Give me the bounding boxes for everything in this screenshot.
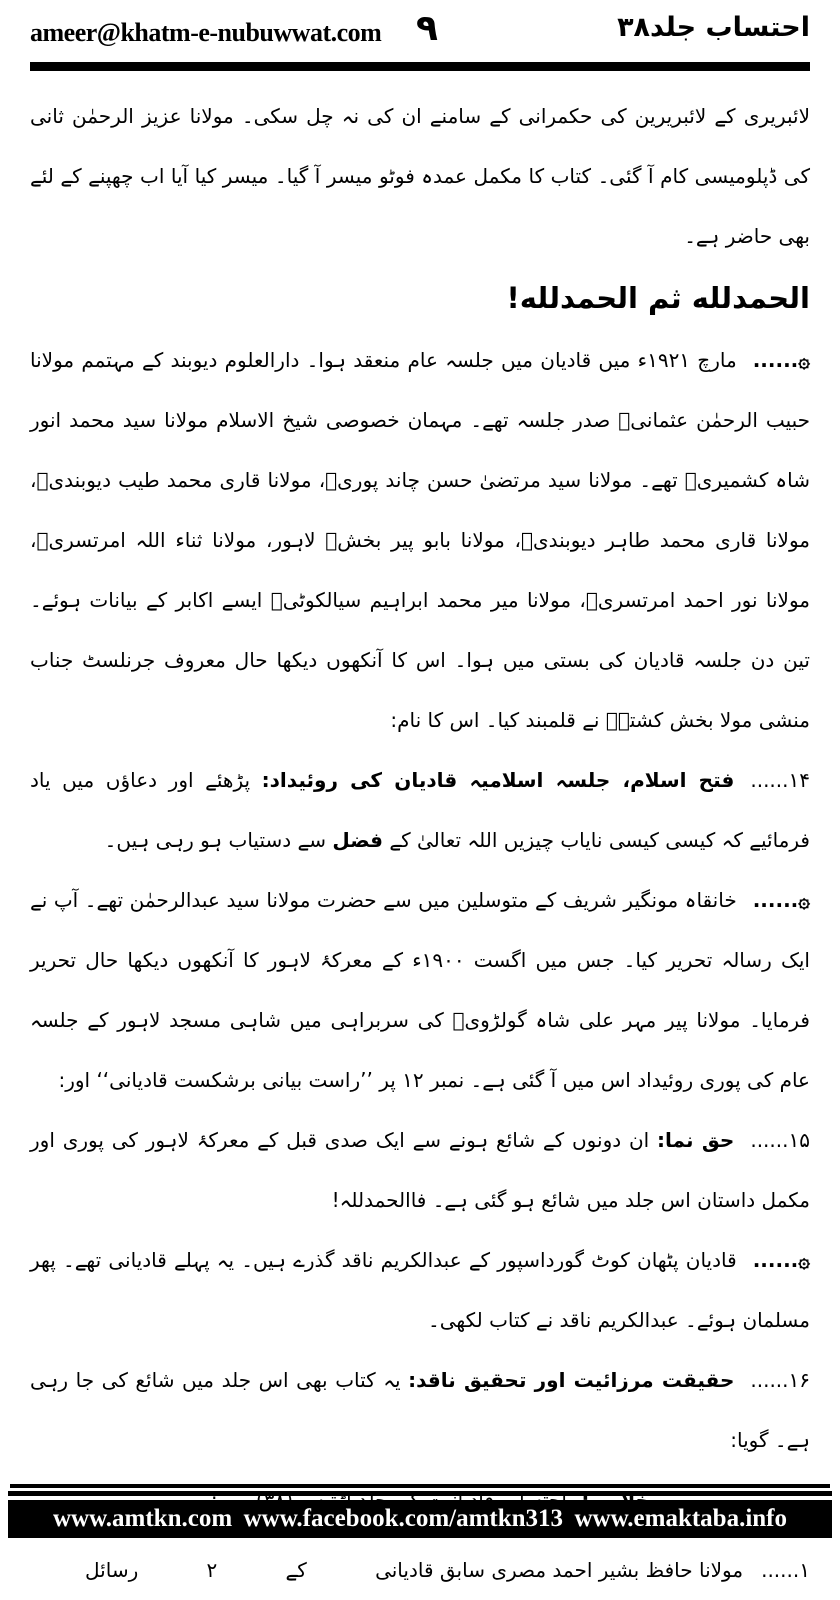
page-footer <box>8 1484 832 1538</box>
emaktaba-link[interactable]: www.emaktaba.info <box>574 1505 787 1532</box>
website-link-amtkn[interactable]: www.amtkn.com <box>53 1505 233 1532</box>
row-number: ۱...... <box>761 1558 810 1582</box>
paragraph-khanqah <box>30 870 810 1110</box>
praise-line: الحمدلله ثم الحمدلله! <box>506 281 810 315</box>
rosette-marker-icon: ۞...... <box>752 348 810 372</box>
paragraph-text: سے دستیاب ہو رہی ہیں۔ <box>104 828 326 852</box>
row-unit: رسائل <box>85 1558 139 1582</box>
page-number: ۹ <box>416 8 438 49</box>
item-title: حق نما: <box>657 1128 735 1152</box>
paragraph-library <box>30 86 810 266</box>
footer-divider-mid <box>8 1491 832 1496</box>
row-particle: کے <box>285 1558 307 1582</box>
paragraph-text: ان دونوں کے شائع ہونے سے ایک صدی قبل کے معرکۂ لاہور کی پوری اور مکمل داستان اس جلد میں شائع ہو گئی ہے۔ فاالحمدللہ! <box>30 1128 810 1212</box>
item-number: ۱۴...... <box>750 768 810 792</box>
footer-divider-thin <box>10 1484 830 1488</box>
item-number: ۱۶...... <box>750 1368 811 1392</box>
table-row <box>30 1540 810 1600</box>
paragraph-text: خانقاہ مونگیر شریف کے متوسلین میں سے حضرت مولانا سید عبدالرحمٰن تھے۔ آپ نے ایک رسالہ تحریر کیا۔ جس میں اگست ۱۹۰۰ء کے معرکۂ لاہور کا آنکھوں دیکھا حال تحریر فرمایا۔ مولانا پیر مہر علی شاہ گولڑویؒ کی سربراہی میں شاہی مسجد لاہور کے جلسہ عام کی پوری روئیداد اس میں آ گئی ہے۔ نمبر ۱۲ پر ’’راست بیانی برشکست قادیانی‘‘ اور: <box>30 888 810 1092</box>
paragraph-naqid <box>30 1230 810 1350</box>
list-item-15 <box>30 1110 810 1230</box>
item-number: ۱۵...... <box>750 1128 810 1152</box>
paragraph-text: یہ کتاب بھی اس جلد میں شائع کی جا رہی ہے۔ گویا: <box>30 1368 810 1452</box>
row-count: ۲ <box>206 1558 218 1582</box>
list-item-14 <box>30 750 810 870</box>
paragraph-text: قادیان پٹھان کوٹ گورداسپور کے عبدالکریم ناقد گذرے ہیں۔ یہ پہلے قادیانی تھے۔ پھر مسلمان ہوئے۔ عبدالکریم ناقد نے کتاب لکھی۔ <box>30 1248 810 1332</box>
item-title: حقیقت مرزائیت اور تحقیق ناقد: <box>408 1368 735 1392</box>
bold-word: فضل <box>332 828 383 852</box>
facebook-link[interactable]: www.facebook.com/amtkn313 <box>243 1505 564 1532</box>
item-title: فتح اسلام، جلسہ اسلامیہ قادیان کی روئیداد: <box>261 768 735 792</box>
rosette-marker-icon: ۞...... <box>752 1248 810 1272</box>
contact-email[interactable]: ameer@khatm-e-nubuwwat.com <box>30 18 382 47</box>
list-item-16 <box>30 1350 810 1470</box>
volume-title: احتساب جلد۳۸ <box>617 12 810 43</box>
rosette-marker-icon: ۞...... <box>752 888 810 912</box>
paragraph-text: پڑھئے اور دعاؤں میں یاد فرمائیے کہ کیسی کیسی نایاب چیزیں اللہ تعالیٰ کے <box>30 768 810 852</box>
paragraph-jalsa-1921 <box>30 330 810 750</box>
row-author-name: مولانا حافظ بشیر احمد مصری سابق قادیانی <box>375 1558 744 1582</box>
paragraph-text: لائبریری کے لائبریرین کی حکمرانی کے سامنے ان کی نہ چل سکی۔ مولانا عزیز الرحمٰن ثانی کی ڈپلومیسی کام آ گئی۔ کتاب کا مکمل عمدہ فوٹو میسر آ گیا۔ میسر کیا آیا اب چھپنے کے لئے بھی حاضر ہے۔ <box>30 104 810 248</box>
header-divider <box>30 62 810 71</box>
footer-links-bar <box>8 1500 832 1538</box>
row-author-group <box>375 1540 810 1600</box>
paragraph-text: مارچ ۱۹۲۱ء میں قادیان میں جلسہ عام منعقد ہوا۔ دارالعلوم دیوبند کے مہتمم مولانا حبیب الرحمٰن عثمانیؒ صدر جلسہ تھے۔ مہمان خصوصی شیخ الاسلام مولانا سید محمد انور شاہ کشمیریؒ تھے۔ مولانا سید مرتضیٰ حسن چاند پوریؒ، مولانا قاری محمد طیب دیوبندیؒ، مولانا قاری محمد طاہر دیوبندیؒ، مولانا بابو پیر بخشؒ لاہور، مولانا ثناء اللہ امرتسریؒ، مولانا نور احمد امرتسریؒ، مولانا میر محمد ابراہیم سیالکوٹیؒ ایسے اکابر کے بیانات ہوئے۔ تین دن جلسہ قادیان کی بستی میں ہوا۔ اس کا آنکھوں دیکھا حال معروف جرنلسٹ جناب منشی مولا بخش کشتہؒ نے قلمبند کیا۔ اس کا نام: <box>30 348 810 732</box>
